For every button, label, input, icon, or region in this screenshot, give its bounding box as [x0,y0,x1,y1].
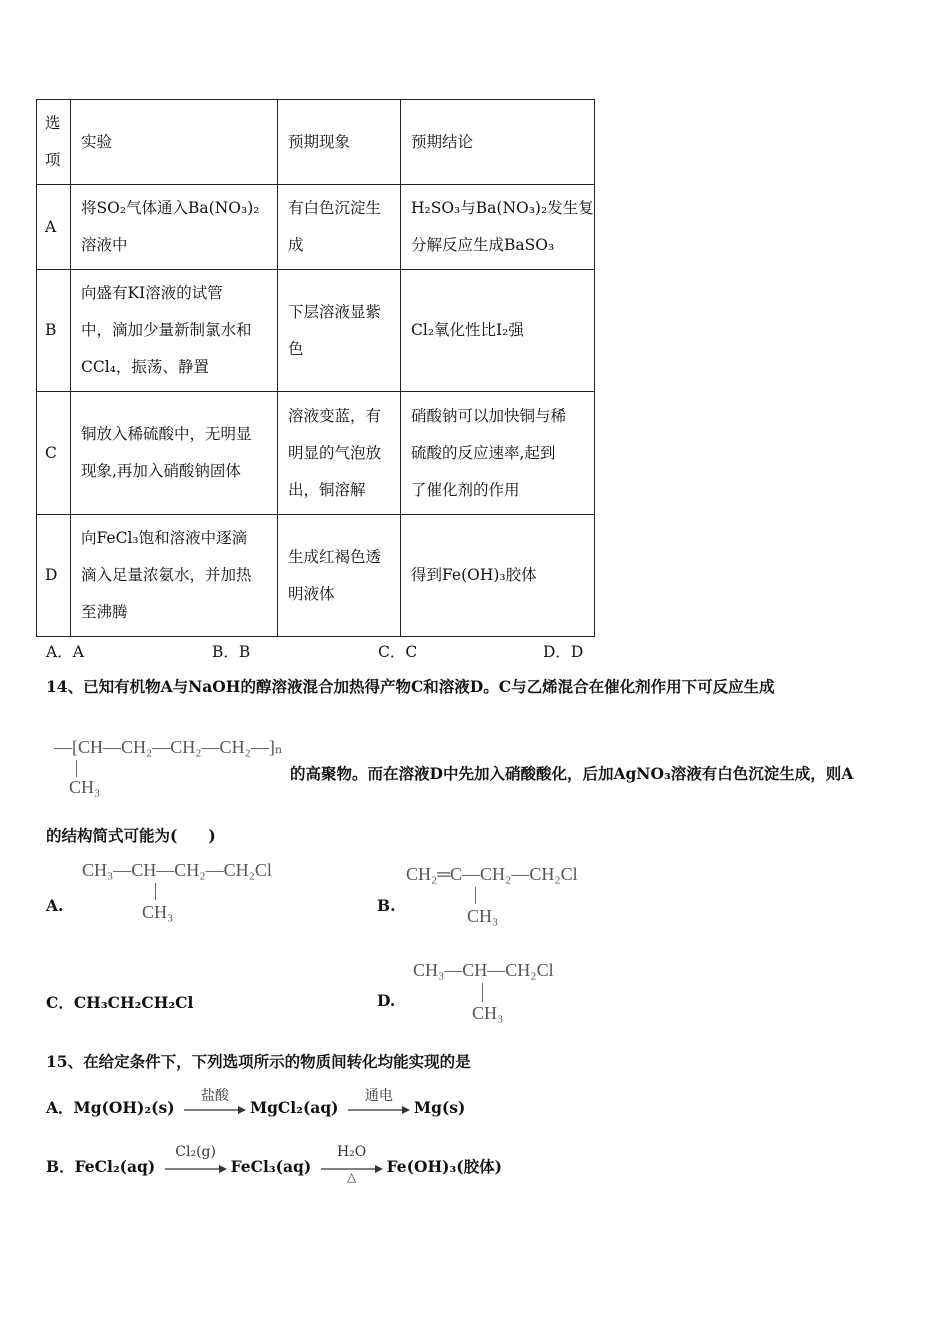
q14-option-d-main: CH₃—CH—CH₂Cl [413,960,554,980]
arrow-condition: 通电 [364,1088,393,1104]
product: Fe(OH)₃(胶体) [386,1157,502,1176]
row-experiment: 铜放入稀硫酸中，无明显 现象,再加入硝酸钠固体 [71,392,278,515]
reactant: Mg(OH)₂(s) [73,1098,175,1117]
reaction-arrow [184,1088,246,1121]
arrow-condition: 盐酸 [200,1088,229,1104]
q14-option-a-main: CH₃—CH—CH₂—CH₂Cl [82,860,272,880]
q14-option-a-bond [155,883,156,900]
q14-option-b-branch: CH₃ [467,906,499,926]
q14-option-a-label: A. [46,896,64,915]
q13-option-d: D．D [543,643,584,661]
q14-stem-line1: 14、已知有机物A与NaOH的醇溶液混合加热得产物C和溶液D。C与乙烯混合在催化剂作用下可反应生成 [46,677,775,696]
row-phenomenon: 生成红褐色透 明液体 [278,515,401,637]
header-option: 选 项 [37,100,71,185]
q15-stem: 15、在给定条件下，下列选项所示的物质间转化均能实现的是 [46,1052,471,1071]
q14-option-d-label: D. [377,991,396,1010]
q15-option-b [46,1144,502,1184]
arrow-condition: Cl₂(g) [175,1144,216,1160]
q14-option-d-bond [482,983,483,1002]
header-conclusion: 预期结论 [401,100,595,185]
row-option: B [37,270,71,392]
q14-stem-line2: 的高聚物。而在溶液D中先加入硝酸酸化，后加AgNO₃溶液有白色沉淀生成，则A [290,764,854,783]
reaction-arrow [165,1144,227,1180]
row-experiment: 向FeCl₃饱和溶液中逐滴 滴入足量浓氨水，并加热 至沸腾 [71,515,278,637]
arrow-condition: H₂O [336,1144,367,1160]
row-experiment: 向盛有KI溶液的试管 中，滴加少量新制氯水和 CCl₄，振荡、静置 [71,270,278,392]
q14-option-a-branch: CH₃ [142,902,174,922]
header-experiment: 实验 [71,100,278,185]
row-experiment: 将SO₂气体通入Ba(NO₃)₂ 溶液中 [71,185,278,270]
row-phenomenon: 下层溶液显紫 色 [278,270,401,392]
table-row [37,185,595,270]
product: Mg(s) [413,1098,466,1117]
row-phenomenon: 有白色沉淀生 成 [278,185,401,270]
table-row [37,392,595,515]
row-conclusion: 硝酸钠可以加快铜与稀 硫酸的反应速率,起到 了催化剂的作用 [401,392,595,515]
q13-option-c: C．C [378,643,418,661]
polymer-main-chain: —[CH—CH₂—CH₂—CH₂—]ₙ [54,737,283,757]
arrow-icon [348,1106,410,1114]
heat-symbol: △ [346,1170,357,1184]
reaction-arrow [348,1088,410,1121]
q14-option-b-bond [475,887,476,904]
q13-option-a: A．A [46,643,84,661]
intermediate: MgCl₂(aq) [249,1098,339,1117]
q15-option-a-label: A． [46,1098,74,1117]
row-conclusion: H₂SO₃与Ba(NO₃)₂发生复 分解反应生成BaSO₃ [401,185,595,270]
row-conclusion: 得到Fe(OH)₃胶体 [401,515,595,637]
row-option: A [37,185,71,270]
row-conclusion: Cl₂氧化性比I₂强 [401,270,595,392]
q14-option-c: C．CH₃CH₂CH₂Cl [46,993,194,1012]
q14-option-d-branch: CH₃ [472,1003,504,1023]
q15-option-a [46,1088,466,1121]
q15-option-b-label: B． [46,1157,75,1176]
reactant: FeCl₂(aq) [74,1157,156,1176]
polymer-bond [76,760,77,777]
row-option: C [37,392,71,515]
arrow-icon [184,1106,246,1114]
intermediate: FeCl₃(aq) [230,1157,312,1176]
polymer-branch: CH₃ [69,777,101,797]
arrow-icon [165,1165,227,1173]
reaction-arrow [321,1144,383,1184]
table-row [37,515,595,637]
experiment-table [36,99,595,637]
q14-option-b-main: CH₂═C—CH₂—CH₂Cl [406,864,578,884]
row-option: D [37,515,71,637]
header-phenomenon: 预期现象 [278,100,401,185]
table-row [37,270,595,392]
q14-option-b-label: B. [377,896,396,915]
row-phenomenon: 溶液变蓝，有 明显的气泡放 出，铜溶解 [278,392,401,515]
q14-stem-line3: 的结构简式可能为( ) [46,826,216,845]
q13-option-b: B．B [212,643,251,661]
